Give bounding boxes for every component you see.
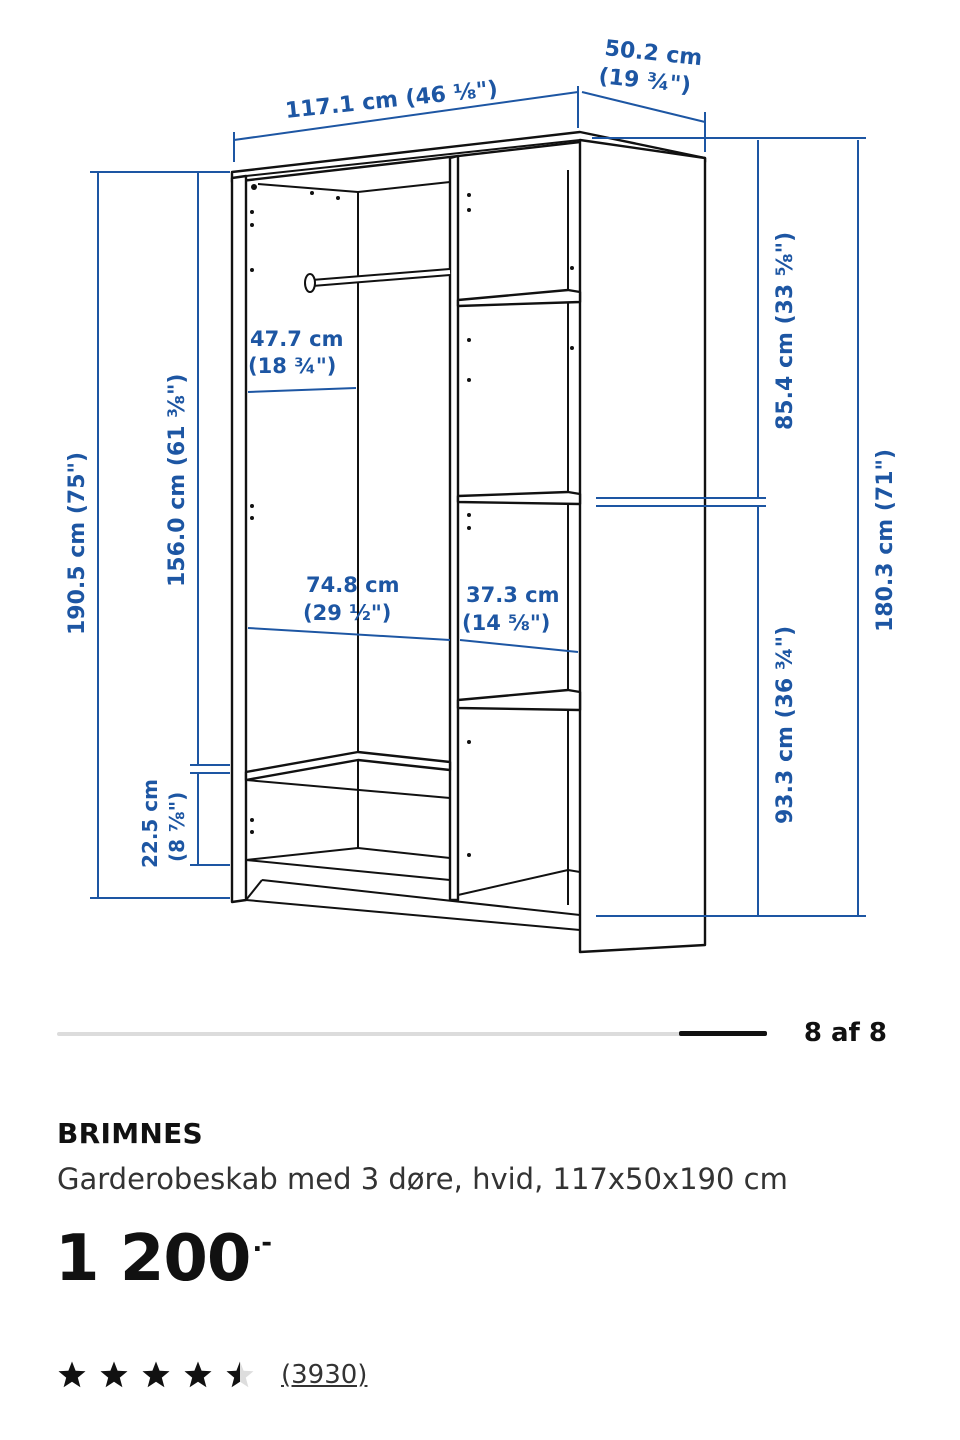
price-suffix: .-	[252, 1228, 272, 1258]
product-description: Garderobeskab med 3 døre, hvid, 117x50x190 cm	[57, 1162, 788, 1196]
carousel-track[interactable]	[57, 1032, 767, 1036]
depth-label-bottom: (19 ¾")	[597, 64, 693, 99]
upper-height-label: 85.4 cm (33 ⅝")	[773, 231, 798, 430]
star-full-icon	[57, 1360, 87, 1390]
price-value: 1 200	[55, 1222, 251, 1296]
inner-width-label-top: 74.8 cm	[306, 573, 400, 597]
lower-height-label: 93.3 cm (36 ¾")	[773, 625, 798, 824]
rating-stars	[57, 1360, 255, 1390]
side-height-label: 180.3 cm (71")	[873, 448, 898, 632]
product-info	[57, 1117, 917, 1196]
shelf-width-label-top: 37.3 cm	[466, 583, 560, 607]
product-name[interactable]: BRIMNES	[57, 1117, 204, 1150]
door-width-label-bottom: (18 ¾")	[248, 354, 337, 378]
door-width-label-top: 47.7 cm	[250, 327, 344, 351]
star-full-icon	[141, 1360, 171, 1390]
review-count-link[interactable]: (3930)	[281, 1360, 368, 1390]
carousel-counter: 8 af 8	[803, 1018, 887, 1048]
star-full-icon	[99, 1360, 129, 1390]
inner-height-label: 156.0 cm (61 ⅜")	[165, 373, 190, 587]
wardrobe-drawing	[232, 132, 705, 952]
total-height-label: 190.5 cm (75")	[65, 451, 90, 635]
inner-width-label-bottom: (29 ½")	[303, 601, 392, 625]
star-half-icon	[225, 1360, 255, 1390]
bottom-gap-label-top: 22.5 cm	[138, 778, 162, 868]
carousel-progress-thumb	[679, 1031, 767, 1036]
image-carousel-indicator[interactable]	[57, 1018, 887, 1058]
depth-label-top: 50.2 cm	[603, 36, 704, 72]
bottom-gap-label-bottom: (8 ⅞")	[165, 791, 189, 862]
width-label: 117.1 cm (46 ⅛")	[284, 76, 499, 124]
product-rating[interactable]	[57, 1360, 367, 1390]
star-full-icon	[183, 1360, 213, 1390]
shelf-width-label-bottom: (14 ⅝")	[462, 611, 551, 635]
product-price	[55, 1222, 271, 1296]
